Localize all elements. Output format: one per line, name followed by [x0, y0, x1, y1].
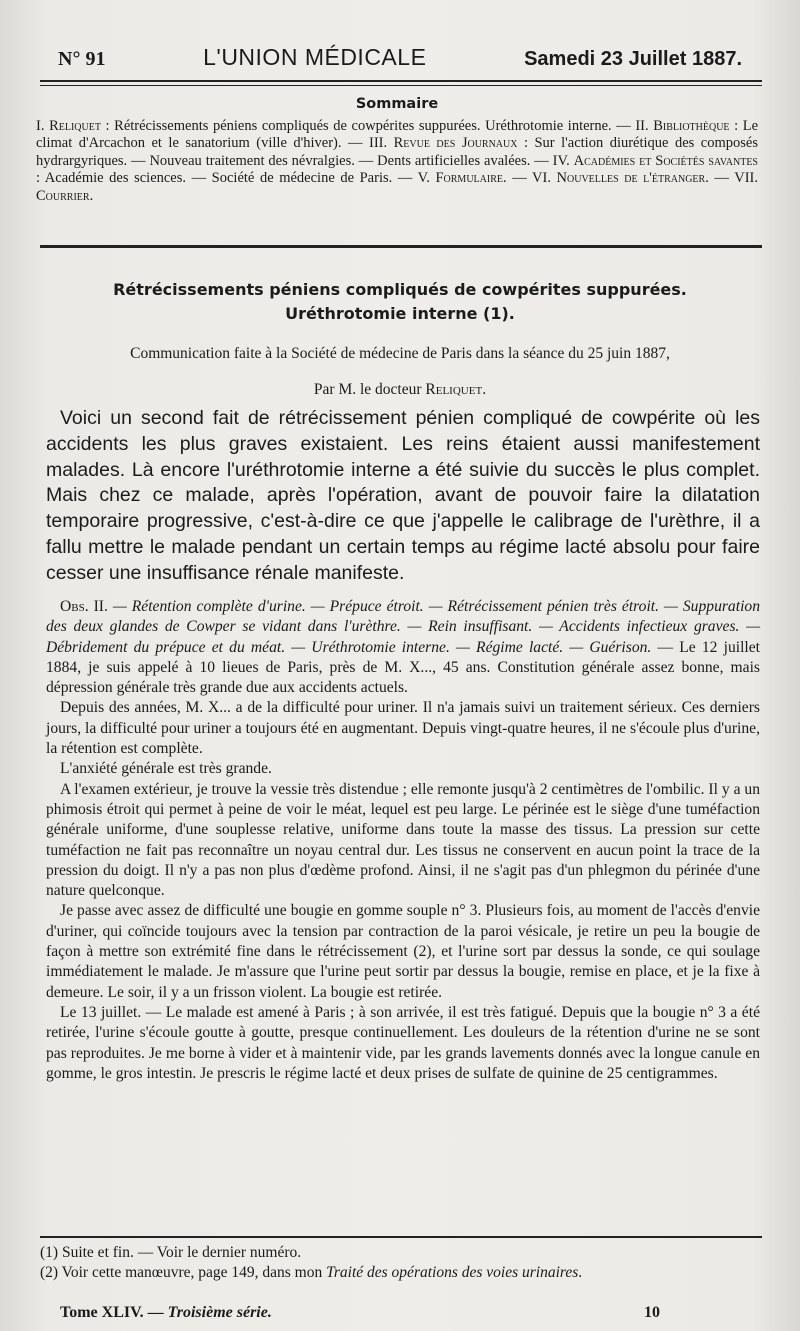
- byline-prefix: Par M. le docteur: [313, 381, 426, 398]
- communication-note: [40, 336, 760, 408]
- obs-paragraph-6: Le 13 juillet. — Le malade est amené à Paris ; à son arrivée, il est très fatigué. Depuis que la bougie n° 3 a été retirée, l'urine s'écoule goutte à goutte, presque continuellement. Les douleurs de la rétention d'urine ne se sont pas reproduites. Je me borne à vider et à maintenir vide, par les grands lavements donnés avec la longue canule en gomme, le gros intestin. Je prescris le régime lacté et deux prises de sulfate de quinine de 25 centigrammes.: [46, 1003, 760, 1082]
- footnote-2-end: .: [578, 1264, 583, 1281]
- issue-number: N° 91: [58, 48, 106, 70]
- header-rule-thin: [40, 85, 762, 86]
- obs-label: Obs. II.: [60, 598, 108, 615]
- article-intro: [46, 406, 760, 587]
- summary-end: .: [89, 187, 94, 204]
- page-footer: [60, 1304, 660, 1322]
- summary-label-2: Bibliothèque: [653, 117, 730, 134]
- summary-label-4: Académies et Sociétés savantes: [573, 152, 758, 169]
- article-title-line-1: Rétrécissements péniens compliqués de cowpérites suppurées.: [113, 280, 687, 299]
- footnote-2-prefix: (2) Voir cette manœuvre, page 149, dans mon: [40, 1264, 327, 1281]
- intro-paragraph: Voici un second fait de rétrécissement pénien compliqué de cowpérite où les accidents les plus graves existaient. Les reins étaient aussi manifestement malades. Là encore l'uréthrotomie interne a été suivie du succès le plus complet. Mais chez ce malade, après l'opération, avant de pouvoir faire la dilatation temporaire progressive, c'est-à-dire ce que j'appelle le calibrage de l'urèthre, il a fallu mettre le malade pendant un certain temps au régime lacté absolu pour faire cesser une insuffisance rénale manifeste.: [46, 407, 760, 584]
- summary-author: Reliquet: [49, 117, 101, 134]
- footer-volume: Tome XLIV. — Troisième série.: [60, 1304, 272, 1321]
- summary-item-3: : Sur l'action diurétique des composés hydrargyriques. — Nouveau traitement des névralgies. — Dents artificielles avalées. — IV.: [36, 135, 758, 169]
- summary-text: [36, 118, 758, 206]
- summary-item-2: : Le climat d'Arcachon et le sanatorium (ville d'hiver). — III.: [36, 117, 759, 151]
- footnote-2: [40, 1263, 760, 1283]
- summary-label-7: Courrier: [36, 187, 90, 204]
- header-rule: [40, 80, 762, 82]
- footer-tome: Tome XLIV.: [60, 1304, 144, 1321]
- observation-body: [46, 597, 760, 1084]
- footnote-rule: [40, 1236, 762, 1238]
- issue-date: Samedi 23 Juillet 1887.: [524, 48, 742, 70]
- obs-text: — Le 12 juillet 1884, je suis appelé à 10 lieues de Paris, près de M. X..., 45 ans. Constitution générale assez bonne, mais dépression générale très grande due aux accidents actuels.: [46, 638, 761, 697]
- summary-item-6: . — VII.: [705, 170, 759, 186]
- summary-title: Sommaire: [355, 96, 439, 112]
- journal-title: L'UNION MÉDICALE: [203, 44, 427, 70]
- obs-paragraph-3: L'anxiété générale est très grande.: [60, 760, 272, 778]
- footnote-2-title: Traité des opérations des voies urinaires: [326, 1264, 579, 1281]
- summary-item-5: . — VI.: [502, 170, 557, 186]
- summary-num: I.: [36, 117, 45, 134]
- summary-rule: [40, 245, 762, 248]
- summary-item-4: : Académie des sciences. — Société de médecine de Paris. — V.: [36, 170, 436, 186]
- footnote-1: (1) Suite et fin. — Voir le dernier numéro.: [40, 1244, 302, 1261]
- footnotes: [40, 1243, 760, 1283]
- article-title-line-2: Uréthrotomie interne (1).: [285, 304, 515, 323]
- byline: [40, 372, 760, 408]
- page-header: [58, 44, 742, 78]
- obs-paragraph-4: A l'examen extérieur, je trouve la vessie très distendue ; elle remonte jusqu'à 2 centimètres de l'ombilic. Il y a un phimosis étroit qui permet à peine de voir le méat, lequel est peu large. Le périnée est le siège d'une tuméfaction générale uniforme, d'une souplesse relative, uniforme dans toute la masse des tissus. La pression sur cette tuméfaction ne fait pas reconnaître un noyau central dur. Les tissus ne conservent en aucun point la trace de la pression du doigt. Il n'y a pas non plus d'œdème profond. Ainsi, il ne s'agit pas d'un phlegmon du périnée d'une nature quelconque.: [46, 780, 760, 900]
- summary-label-6: Nouvelles de l'étranger: [556, 170, 706, 186]
- summary-label-5: Formulaire: [435, 170, 503, 186]
- byline-author: Reliquet: [425, 381, 483, 398]
- summary-item-1: : Rétrécissements péniens compliqués de cowpérites suppurées. Uréthrotomie interne. — II.: [100, 117, 654, 134]
- obs-paragraph-2: Depuis des années, M. X... a de la difficulté pour uriner. Il n'a jamais suivi un traitement sérieux. Ces derniers jours, la difficulté pour uriner a toujours été en augmentant. Depuis vingt-quatre heures, il ne s'écoule plus d'urine, la rétention est complète.: [46, 699, 760, 758]
- summary-label-3: Revue des Journaux: [393, 135, 518, 151]
- byline-end: .: [482, 381, 487, 398]
- article-title: [40, 278, 760, 326]
- footer-page-number: 10: [644, 1304, 660, 1321]
- obs-title: — Rétention complète d'urine. — Prépuce étroit. — Rétrécissement pénien très étroit. — Suppuration des deux glandes de Cowper se vidant dans l'urèthre. — Rein insuffisant. — Accidents infectieux graves. — Débridement du prépuce et du méat. — Uréthrotomie interne. — Régime lacté. — Guérison.: [46, 598, 760, 656]
- obs-paragraph-1: [46, 597, 760, 698]
- communication-text: Communication faite à la Société de médecine de Paris dans la séance du 25 juin 1887,: [130, 345, 670, 362]
- footer-serie: Troisième série.: [167, 1304, 272, 1321]
- obs-paragraph-5: Je passe avec assez de difficulté une bougie en gomme souple n° 3. Plusieurs fois, au moment de l'accès d'envie d'uriner, qui coïncide toujours avec la tension par contraction de la paroi vésicale, je retire un peu la bougie de façon à mettre son extrémité fine dans le rétrécissement (2), et l'urine sort par dessus la sonde, ce qui soulage immédiatement le malade. Je m'assure que l'urine peut sortir par dessus la bougie, remise en place, et je la fixe à demeure. Le soir, il y a un frisson violent. La bougie est retirée.: [46, 902, 760, 1001]
- summary-section: [36, 96, 758, 205]
